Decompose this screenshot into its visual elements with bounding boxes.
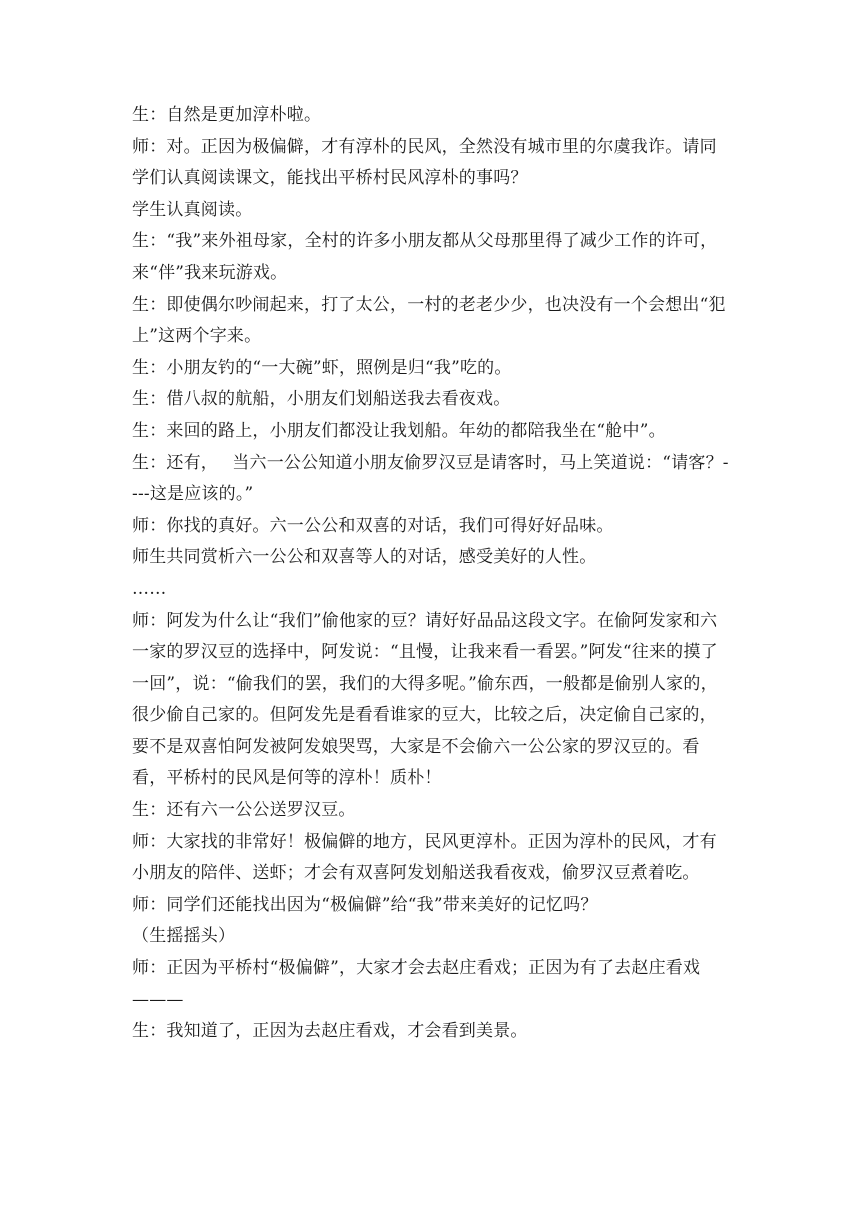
paragraph-2: 师：对。正因为极偏僻，才有淳朴的民风，全然没有城市里的尔虞我诈。请同学们认真阅读课文，能找出平桥村民风淳朴的事吗？ <box>132 136 717 189</box>
paragraph-17: （生摇摇头） <box>132 926 236 947</box>
paragraph-11: 师生共同赏析六一公公和双喜等人的对话，感受美好的人性。 <box>132 547 597 568</box>
paragraph-19: 生：我知道了，正因为去赵庄看戏，才会看到美景。 <box>132 1021 528 1042</box>
paragraph-18: 师：正因为平桥村“极偏僻”，大家才会去赵庄看戏；正因为有了去赵庄看戏——— <box>132 958 701 1010</box>
paragraph-16: 师：同学们还能找出因为“极偏僻”给“我”带来美好的记忆吗？ <box>132 894 598 915</box>
paragraph-13: 师：阿发为什么让“我们”偷他家的豆？请好好品品这段文字。在偷阿发家和六一家的罗汉豆的选择中，阿发说：“且慢，让我来看一看罢。”阿发“往来的摸了一回”，说：“偷我们的罢，我们的大得多呢。”偷东西，一般都是偷别人家的，很少偷自己家的。但阿发先是看看谁家的豆大，比较之后，决定偷自己家的，要不是双喜怕阿发被阿发娘哭骂，大家是不会偷六一公公家的罗汉豆的。看看，平桥村的民风是何等的淳朴！质朴！ <box>132 610 718 789</box>
paragraph-3: 学生认真阅读。 <box>132 199 253 220</box>
paragraph-15: 师：大家找的非常好！极偏僻的地方，民风更淳朴。正因为淳朴的民风，才有小朋友的陪伴、送虾；才会有双喜阿发划船送我看夜戏，偷罗汉豆煮着吃。 <box>132 831 717 884</box>
ellipsis-separator: …… <box>132 578 167 599</box>
paragraph-9: 生：还有， 当六一公公知道小朋友偷罗汉豆是请客时，马上笑道说：“请客？----这是应该的。” <box>132 452 729 505</box>
paragraph-1: 生：自然是更加淳朴啦。 <box>132 105 322 125</box>
paragraph-5: 生：即使偶尔吵闹起来，打了太公，一村的老老少少，也决没有一个会想出“犯上”这两个字来。 <box>132 294 726 347</box>
paragraph-14: 生：还有六一公公送罗汉豆。 <box>132 800 356 821</box>
paragraph-7: 生：借八叔的航船，小朋友们划船送我去看夜戏。 <box>132 389 511 410</box>
paragraph-4: 生：“我”来外祖母家，全村的许多小朋友都从父母那里得了减少工作的许可，来“伴”我来玩游戏。 <box>132 231 718 283</box>
document-body <box>132 100 732 1048</box>
paragraph-10: 师：你找的真好。六一公公和双喜的对话，我们可得好好品味。 <box>132 515 614 536</box>
paragraph-8: 生：来回的路上，小朋友们都没让我划船。年幼的都陪我坐在“舱中”。 <box>132 420 666 441</box>
paragraph-6: 生：小朋友钓的“一大碗”虾，照例是归“我”吃的。 <box>132 357 512 378</box>
